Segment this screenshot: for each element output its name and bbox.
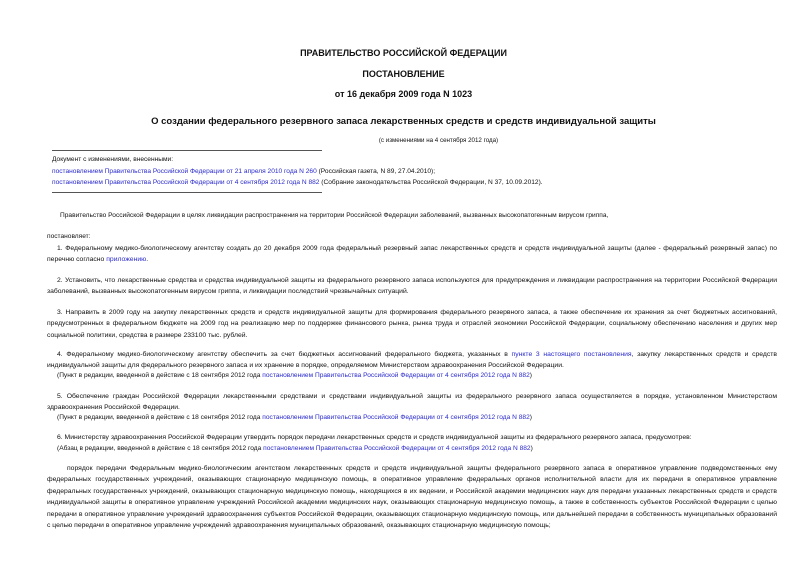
government-heading: ПРАВИТЕЛЬСТВО РОССИЙСКОЙ ФЕДЕРАЦИИ <box>300 48 507 58</box>
edit-note: (Пункт в редакции, введенной в действие с 18 сентября 2012 года постановлением Правительства Российской Федерации от 4 сентября 2012 года N 882) <box>57 414 532 421</box>
amendment-item <box>52 179 543 186</box>
amendments-intro: Документ с изменениями, внесенными: <box>52 156 174 163</box>
paragraph-2: 2. Установить, что лекарственные средства и средства индивидуальной защиты из федерального резервного запаса используются для предупреждения и ликвидации распространения на территории Российской Федерации заболеваний, вызванных высокопатогенным вирусом гриппа, и ликвидации последствий чрезвычайных ситуаций. <box>47 277 777 296</box>
date-number: от 16 декабря 2009 года N 1023 <box>334 89 473 99</box>
amendment-source: (Российская газета, N 89, 27.04.2010); <box>316 168 436 175</box>
amendment-source: (Собрание законодательства Российской Федерации, N 37, 10.09.2012). <box>319 179 543 186</box>
document-title: О создании федерального резервного запаса лекарственных средств и средств индивидуальной защиты <box>151 116 656 127</box>
item-3-link[interactable]: пункте 3 настоящего постановления <box>511 351 632 358</box>
appendix-link[interactable]: приложению <box>106 256 147 264</box>
paragraph-7: порядок передачи Федеральным медико-биологическим агентством лекарственных средств и средств индивидуальной защиты федерального резервного запаса в оперативное управление подведомственных ему федеральных государственных учреждений, оказывающих стационарную медицинскую помощь, в оперативное управление федеральных органов исполнительной власти для их передачи в оперативное управление федеральных государственных учреждений, оказывающих стационарную медицинскую помощь, находящихся в их ведении, и Российской академии медицинских наук для передачи указанных лекарственных средств и средств индивидуальной защиты в оперативное управление учреждений Российской академии медицинских наук, оказывающих стационарную медицинскую помощь, а также в собственность субъектов Российской Федерации с целью передачи в оперативное управление учреждений здравоохранения субъектов Российской Федерации, оказывающих стационарную медицинскую помощь, или дальнейшей передачи в собственность муниципальных образований с целью передачи в оперативное управление учреждений здравоохранения муниципальных образований, оказывающих стационарную медицинскую помощь; <box>47 465 777 530</box>
doc-type-heading: ПОСТАНОВЛЕНИЕ <box>362 69 445 79</box>
paragraph-5: 5. Обеспечение граждан Российской Федерации лекарственными средствами и средствами индивидуальной защиты из федерального резервного запаса осуществляется в порядке, установленном Министерством здравоохранения Российской Федерации. <box>47 393 777 412</box>
amendment-item <box>52 168 435 175</box>
paragraph-3: 3. Направить в 2009 году на закупку лекарственных средств и средств индивидуальной защиты для формирования федерального резервного запаса, а также обеспечение их хранения за счет бюджетных ассигнований, предусмотренных в федеральном бюджете на 2009 год на реализацию мер по поддержке финансового рынка, рынка труда и отраслей экономики Российской Федерации, социальному обеспечению населения и других мер социальной политики, средства в размере 233100 тыс. рублей. <box>47 309 777 339</box>
edit-note-link[interactable]: постановлением Правительства Российской Федерации от 4 сентября 2012 года N 882 <box>262 372 530 379</box>
amendments-top-rule <box>52 150 322 151</box>
paragraph-4: 4. Федеральному медико-биологическому агентству обеспечить за счет бюджетных ассигнований федерального бюджета, указанных в пункте 3 настоящего постановления, закупку лекарственных средств и средств индивидуальной защиты для федерального резервного запаса и их хранение в порядке, определяемом Министерством здравоохранения Российской Федерации. <box>47 351 777 370</box>
amendments-bottom-rule <box>52 192 322 193</box>
edit-note: (Пункт в редакции, введенной в действие с 18 сентября 2012 года постановлением Правительства Российской Федерации от 4 сентября 2012 года N 882) <box>57 372 532 379</box>
resolves-label: постановляет: <box>47 233 91 240</box>
amendment-link-882[interactable]: постановлением Правительства Российской Федерации от 4 сентября 2012 года N 882 <box>52 179 320 186</box>
paragraph-6: 6. Министерству здравоохранения Российской Федерации утвердить порядок передачи лекарственных средств и средств индивидуальной защиты из федерального резервного запаса, предусмотрев: <box>57 434 692 441</box>
edit-note-link[interactable]: постановлением Правительства Российской Федерации от 4 сентября 2012 года N 882 <box>262 414 530 421</box>
edit-note: (Абзац в редакции, введенной в действие с 18 сентября 2012 года постановлением Правительства Российской Федерации от 4 сентября 2012 года N 882) <box>57 445 533 452</box>
revision-note: (с изменениями на 4 сентября 2012 года) <box>378 137 499 144</box>
amendment-link-260[interactable]: постановлением Правительства Российской Федерации от 21 апреля 2010 года N 260 <box>52 168 317 175</box>
preamble: Правительство Российской Федерации в целях ликвидации распространения на территории Российской Федерации заболеваний, вызванных высокопатогенным вирусом гриппа, <box>60 212 609 219</box>
paragraph-1: 1. Федеральному медико-биологическому агентству создать до 20 декабря 2009 года федеральный резервный запас лекарственных средств и средств индивидуальной защиты (далее - федеральный резервный запас) по перечню согласно приложению. <box>47 245 777 264</box>
edit-note-link[interactable]: постановлением Правительства Российской Федерации от 4 сентября 2012 года N 882 <box>263 445 531 452</box>
